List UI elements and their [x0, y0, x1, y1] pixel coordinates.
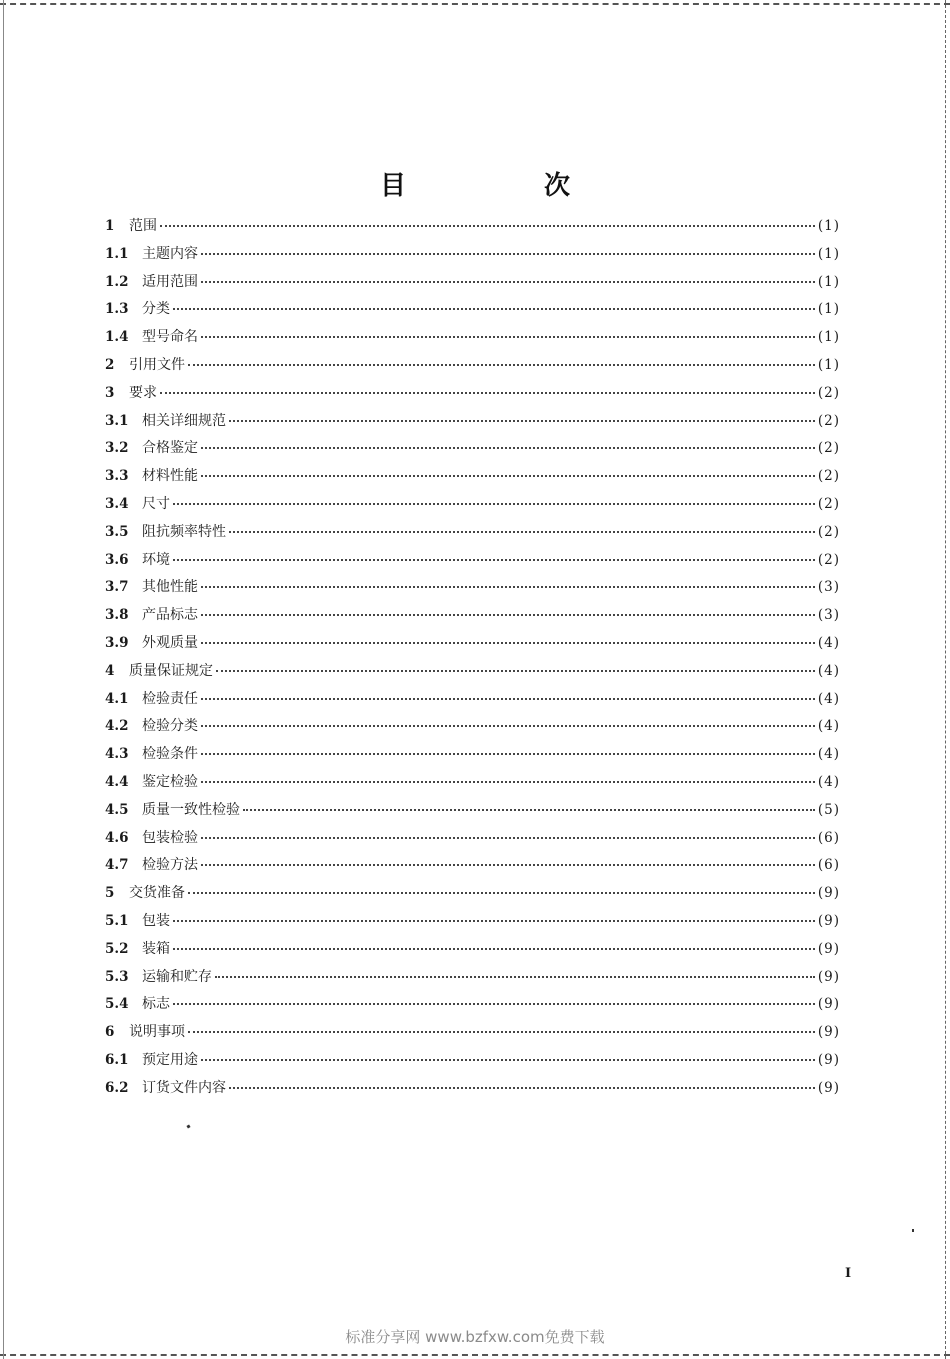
toc-dot-leader — [201, 698, 815, 700]
toc-page-number: (9) — [817, 1051, 840, 1068]
toc-dot-leader — [188, 364, 815, 366]
toc-page-number: (2) — [817, 551, 840, 568]
toc-page-number: (4) — [817, 690, 840, 707]
toc-row[interactable] — [105, 269, 840, 297]
toc-row[interactable] — [105, 630, 840, 658]
toc-row[interactable] — [105, 964, 840, 992]
toc-page-number: (6) — [817, 857, 840, 874]
toc-page-number: (4) — [817, 746, 840, 763]
toc-row[interactable] — [105, 686, 840, 714]
toc-page-number: (6) — [817, 829, 840, 846]
toc-dot-leader — [216, 670, 815, 672]
toc-section-title: 型号命名 — [142, 329, 198, 346]
toc-dot-leader — [201, 864, 815, 866]
page-title: 目 次 — [379, 171, 626, 201]
toc-section-number: 1 — [105, 218, 115, 234]
toc-section-number: 3 — [105, 384, 115, 401]
table-of-contents — [105, 213, 840, 1103]
toc-row[interactable] — [105, 602, 840, 630]
toc-row[interactable] — [105, 936, 840, 964]
toc-page-number: (9) — [817, 1024, 840, 1041]
toc-section-title: 分类 — [142, 301, 170, 318]
toc-dot-leader — [229, 420, 815, 422]
toc-section-title: 尺寸 — [142, 495, 170, 512]
toc-page-number: (4) — [817, 773, 840, 790]
toc-page-number: (3) — [817, 607, 840, 624]
toc-dot-leader — [201, 642, 815, 644]
toc-dot-leader — [201, 614, 815, 616]
toc-dot-leader — [160, 225, 815, 227]
toc-section-number: 1.4 — [105, 329, 129, 346]
toc-section-number: 3.3 — [105, 468, 129, 485]
toc-section-number: 4.7 — [105, 857, 129, 874]
toc-section-title: 合格鉴定 — [142, 440, 198, 457]
toc-section-number: 1.3 — [105, 301, 129, 318]
toc-section-number: 3.1 — [105, 412, 129, 429]
toc-section-title: 相关详细规范 — [142, 412, 226, 429]
toc-row[interactable] — [105, 491, 840, 519]
toc-section-number: 3.5 — [105, 523, 129, 540]
toc-section-number: 1.1 — [105, 245, 129, 262]
toc-section-number: 6 — [105, 1024, 115, 1041]
toc-row[interactable] — [105, 408, 840, 436]
toc-row[interactable] — [105, 713, 840, 741]
toc-row[interactable] — [105, 213, 840, 241]
toc-section-title: 交货准备 — [129, 885, 185, 902]
toc-section-title: 检验分类 — [142, 718, 198, 735]
toc-section-number: 4.3 — [105, 746, 129, 763]
toc-row[interactable] — [105, 880, 840, 908]
toc-page-number: (9) — [817, 912, 840, 929]
toc-dot-leader — [173, 308, 815, 310]
toc-section-title: 包装 — [142, 912, 170, 929]
toc-dot-leader — [201, 586, 815, 588]
toc-page-number: (4) — [817, 662, 840, 679]
toc-row[interactable] — [105, 380, 840, 408]
toc-dot-leader — [201, 1059, 815, 1061]
toc-dot-leader — [173, 948, 815, 950]
toc-section-title: 引用文件 — [129, 356, 185, 373]
toc-section-number: 3.9 — [105, 634, 129, 651]
toc-section-number: 1.2 — [105, 273, 129, 290]
toc-section-number: 4 — [105, 662, 115, 679]
toc-row[interactable] — [105, 463, 840, 491]
toc-section-title: 环境 — [142, 551, 170, 568]
toc-dot-leader — [201, 753, 815, 755]
toc-dot-leader — [201, 781, 815, 783]
toc-section-number: 3.7 — [105, 579, 129, 596]
toc-section-number: 4.2 — [105, 718, 129, 735]
toc-row[interactable] — [105, 296, 840, 324]
toc-section-number: 3.6 — [105, 551, 129, 568]
toc-section-number: 5.4 — [105, 996, 129, 1013]
toc-page-number: (5) — [817, 801, 840, 818]
toc-row[interactable] — [105, 852, 840, 880]
toc-section-title: 质量一致性检验 — [142, 801, 240, 818]
toc-row[interactable] — [105, 741, 840, 769]
toc-dot-leader — [229, 531, 815, 533]
toc-section-number: 6.2 — [105, 1079, 129, 1096]
toc-row[interactable] — [105, 658, 840, 686]
toc-section-number: 5 — [105, 885, 115, 902]
toc-page-number: (1) — [817, 245, 840, 262]
toc-dot-leader — [188, 892, 815, 894]
toc-page-number: (4) — [817, 718, 840, 735]
toc-section-title: 预定用途 — [142, 1051, 198, 1068]
toc-dot-leader — [188, 1031, 815, 1033]
scan-speck — [186, 1124, 190, 1128]
toc-row[interactable] — [105, 797, 840, 825]
toc-page-number: (1) — [817, 218, 840, 234]
toc-page-number: (1) — [817, 301, 840, 318]
toc-section-number: 6.1 — [105, 1051, 129, 1068]
toc-section-title: 适用范围 — [142, 273, 198, 290]
toc-section-title: 质量保证规定 — [129, 662, 213, 679]
toc-page-number: (1) — [817, 329, 840, 346]
toc-page-number: (9) — [817, 996, 840, 1013]
page-number: I — [845, 1266, 852, 1281]
toc-section-title: 检验责任 — [142, 690, 198, 707]
toc-row[interactable] — [105, 825, 840, 853]
toc-section-number: 3.8 — [105, 607, 129, 624]
toc-dot-leader — [160, 392, 815, 394]
toc-dot-leader — [173, 503, 815, 505]
toc-section-title: 要求 — [129, 384, 157, 401]
toc-section-title: 外观质量 — [142, 634, 198, 651]
toc-section-number: 2 — [105, 356, 115, 373]
toc-page-number: (2) — [817, 523, 840, 540]
toc-page-number: (4) — [817, 634, 840, 651]
toc-page-number: (1) — [817, 273, 840, 290]
toc-section-title: 标志 — [142, 996, 170, 1013]
scan-speck — [912, 1229, 914, 1232]
toc-dot-leader — [173, 1003, 815, 1005]
toc-dot-leader — [201, 837, 815, 839]
toc-section-title: 检验方法 — [142, 857, 198, 874]
toc-section-title: 产品标志 — [142, 607, 198, 624]
toc-section-title: 说明事项 — [129, 1024, 185, 1041]
toc-row[interactable] — [105, 352, 840, 380]
toc-row[interactable] — [105, 1047, 840, 1075]
toc-page-number: (9) — [817, 1079, 840, 1096]
toc-row[interactable] — [105, 241, 840, 269]
scan-edge-bottom — [0, 1354, 950, 1356]
toc-page-number: (2) — [817, 384, 840, 401]
toc-section-title: 鉴定检验 — [142, 773, 198, 790]
toc-section-number: 4.5 — [105, 801, 129, 818]
toc-section-title: 检验条件 — [142, 746, 198, 763]
toc-dot-leader — [201, 336, 815, 338]
toc-section-title: 装箱 — [142, 940, 170, 957]
toc-section-number: 5.1 — [105, 912, 129, 929]
toc-row[interactable] — [105, 908, 840, 936]
scan-edge-top — [0, 3, 950, 5]
toc-section-title: 范围 — [129, 218, 157, 234]
toc-dot-leader — [243, 809, 815, 811]
toc-dot-leader — [201, 447, 815, 449]
toc-page-number: (9) — [817, 968, 840, 985]
toc-page-number: (3) — [817, 579, 840, 596]
watermark-text: 标准分享网 www.bzfxw.com免费下载 — [345, 1328, 605, 1346]
toc-page-number: (9) — [817, 885, 840, 902]
toc-page-number: (2) — [817, 440, 840, 457]
scan-edge-right — [945, 0, 946, 1359]
toc-row[interactable] — [105, 519, 840, 547]
toc-row[interactable] — [105, 1075, 840, 1103]
toc-dot-leader — [201, 253, 815, 255]
toc-page-number: (9) — [817, 940, 840, 957]
toc-section-number: 4.1 — [105, 690, 129, 707]
toc-row[interactable] — [105, 324, 840, 352]
toc-dot-leader — [173, 920, 815, 922]
toc-row[interactable] — [105, 574, 840, 602]
toc-section-title: 材料性能 — [142, 468, 198, 485]
toc-dot-leader — [173, 559, 815, 561]
toc-section-title: 订货文件内容 — [142, 1079, 226, 1096]
toc-section-number: 4.6 — [105, 829, 129, 846]
toc-page-number: (2) — [817, 495, 840, 512]
toc-page-number: (2) — [817, 468, 840, 485]
toc-section-title: 运输和贮存 — [142, 968, 212, 985]
scan-edge-left — [3, 0, 4, 1359]
toc-section-number: 5.3 — [105, 968, 129, 985]
toc-dot-leader — [215, 976, 815, 978]
toc-dot-leader — [201, 475, 815, 477]
toc-section-title: 主题内容 — [142, 245, 198, 262]
toc-section-number: 4.4 — [105, 773, 129, 790]
toc-page-number: (1) — [817, 356, 840, 373]
toc-row[interactable] — [105, 991, 840, 1019]
toc-dot-leader — [201, 725, 815, 727]
toc-section-number: 3.2 — [105, 440, 129, 457]
toc-section-number: 5.2 — [105, 940, 129, 957]
toc-row[interactable] — [105, 547, 840, 575]
toc-dot-leader — [201, 281, 815, 283]
toc-dot-leader — [229, 1087, 815, 1089]
toc-section-title: 包装检验 — [142, 829, 198, 846]
toc-page-number: (2) — [817, 412, 840, 429]
toc-row[interactable] — [105, 769, 840, 797]
toc-section-title: 其他性能 — [142, 579, 198, 596]
toc-row[interactable] — [105, 435, 840, 463]
toc-section-number: 3.4 — [105, 495, 129, 512]
toc-section-title: 阻抗频率特性 — [142, 523, 226, 540]
toc-row[interactable] — [105, 1019, 840, 1047]
